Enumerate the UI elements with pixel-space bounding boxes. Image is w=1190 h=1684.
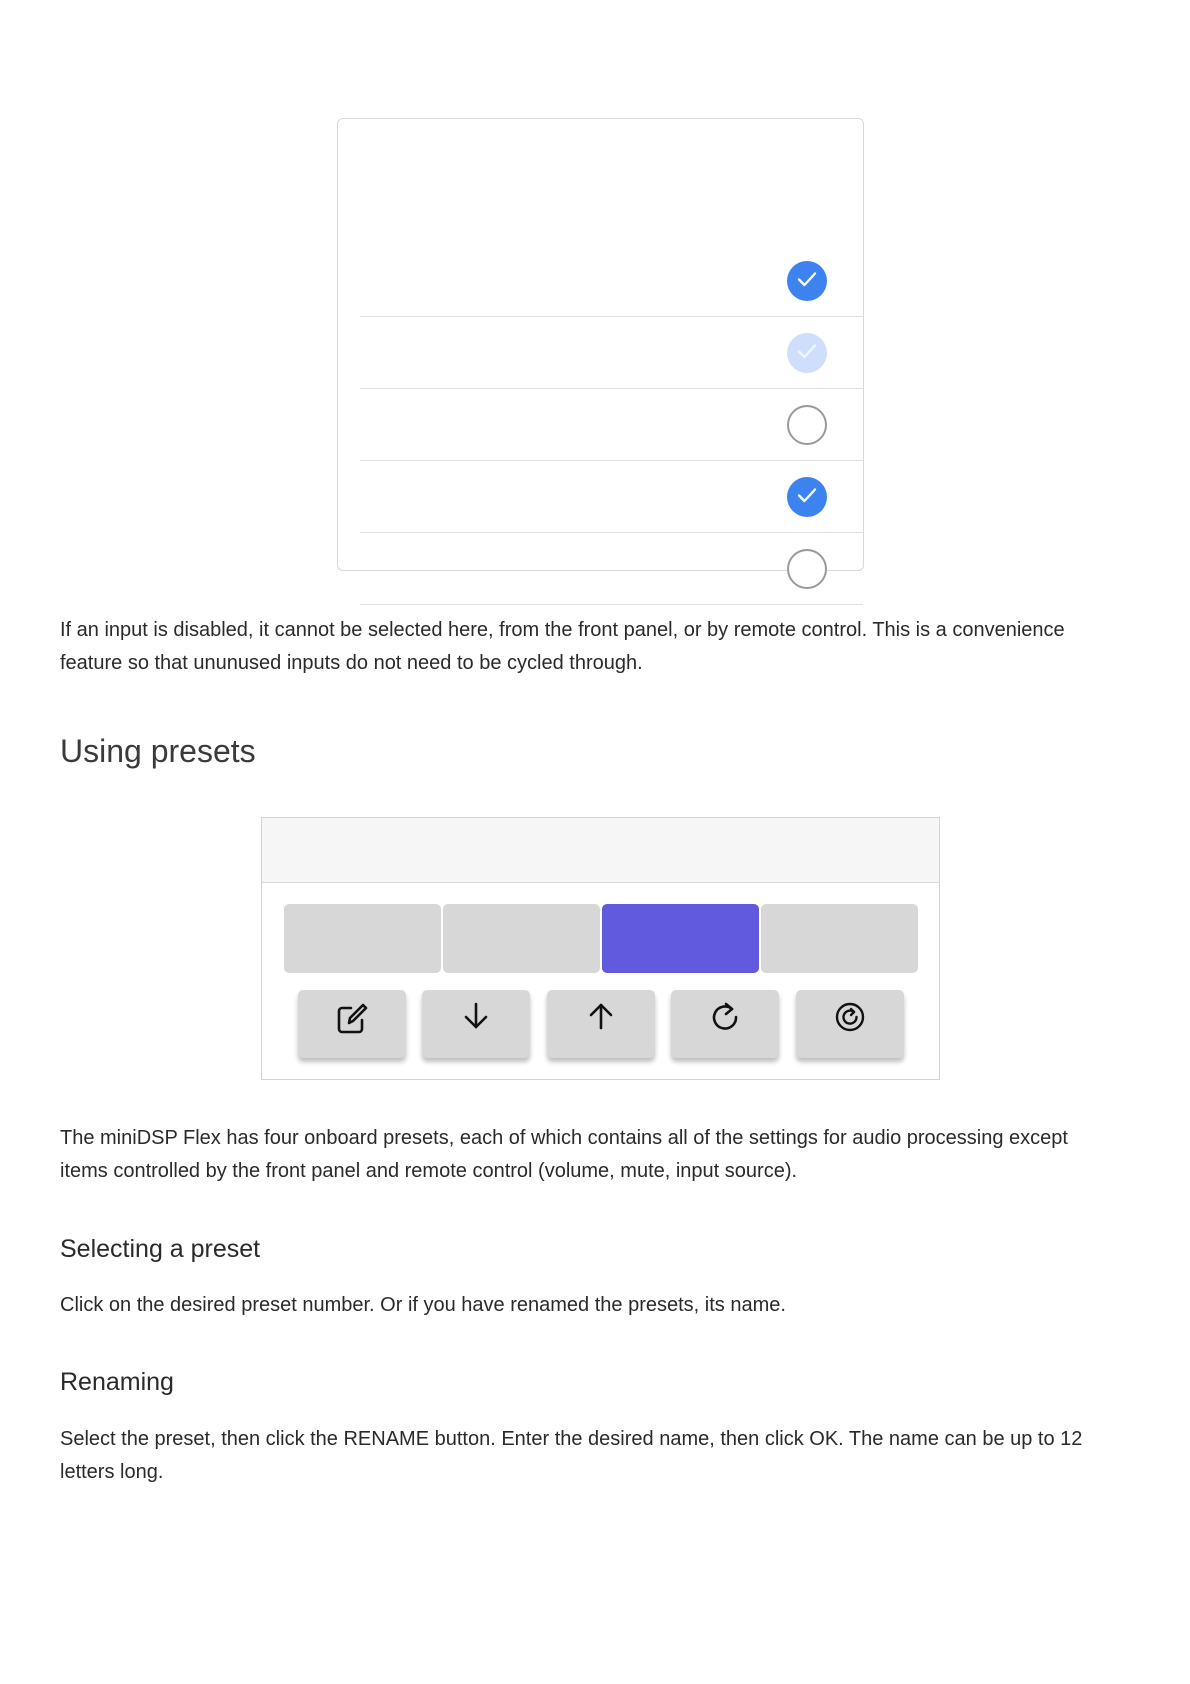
- renaming-body: Select the preset, then click the RENAME button. Enter the desired name, then click OK. The name can be up to 12 letters long.: [60, 1428, 1083, 1483]
- preset-1-button[interactable]: [284, 904, 441, 973]
- row-divider: [360, 604, 863, 606]
- preset-panel: [261, 817, 940, 1080]
- disabled-input-note: If an input is disabled, it cannot be selected here, from the front panel, or by remote control. This is a convenience feature so that ununused inputs do not need to be cycled through.: [60, 619, 1065, 674]
- download-icon: [460, 1000, 492, 1035]
- preset-4-button[interactable]: [761, 904, 918, 973]
- download-button[interactable]: [422, 990, 530, 1058]
- reset-button[interactable]: [671, 990, 779, 1058]
- selecting-preset-body: Click on the desired preset number. Or if you have renamed the presets, its name.: [60, 1294, 786, 1316]
- preset-3-button[interactable]: [602, 904, 759, 973]
- upload-icon: [585, 1000, 617, 1035]
- selecting-preset-heading: Selecting a preset: [60, 1235, 261, 1263]
- restore-icon: [833, 1000, 867, 1037]
- using-presets-heading: Using presets: [60, 733, 256, 769]
- rename-button[interactable]: [298, 990, 406, 1058]
- reset-icon: [708, 1000, 742, 1037]
- renaming-heading: Renaming: [60, 1368, 174, 1396]
- input-rows: [337, 118, 864, 571]
- presets-intro: The miniDSP Flex has four onboard presets, each of which contains all of the settings for audio processing except items controlled by the front panel and remote control (volume, mute, input source).: [60, 1127, 1068, 1182]
- upload-button[interactable]: [547, 990, 655, 1058]
- restore-button[interactable]: [796, 990, 904, 1058]
- rename-icon: [334, 1000, 370, 1039]
- preset-2-button[interactable]: [443, 904, 600, 973]
- preset-panel-header: [262, 818, 939, 883]
